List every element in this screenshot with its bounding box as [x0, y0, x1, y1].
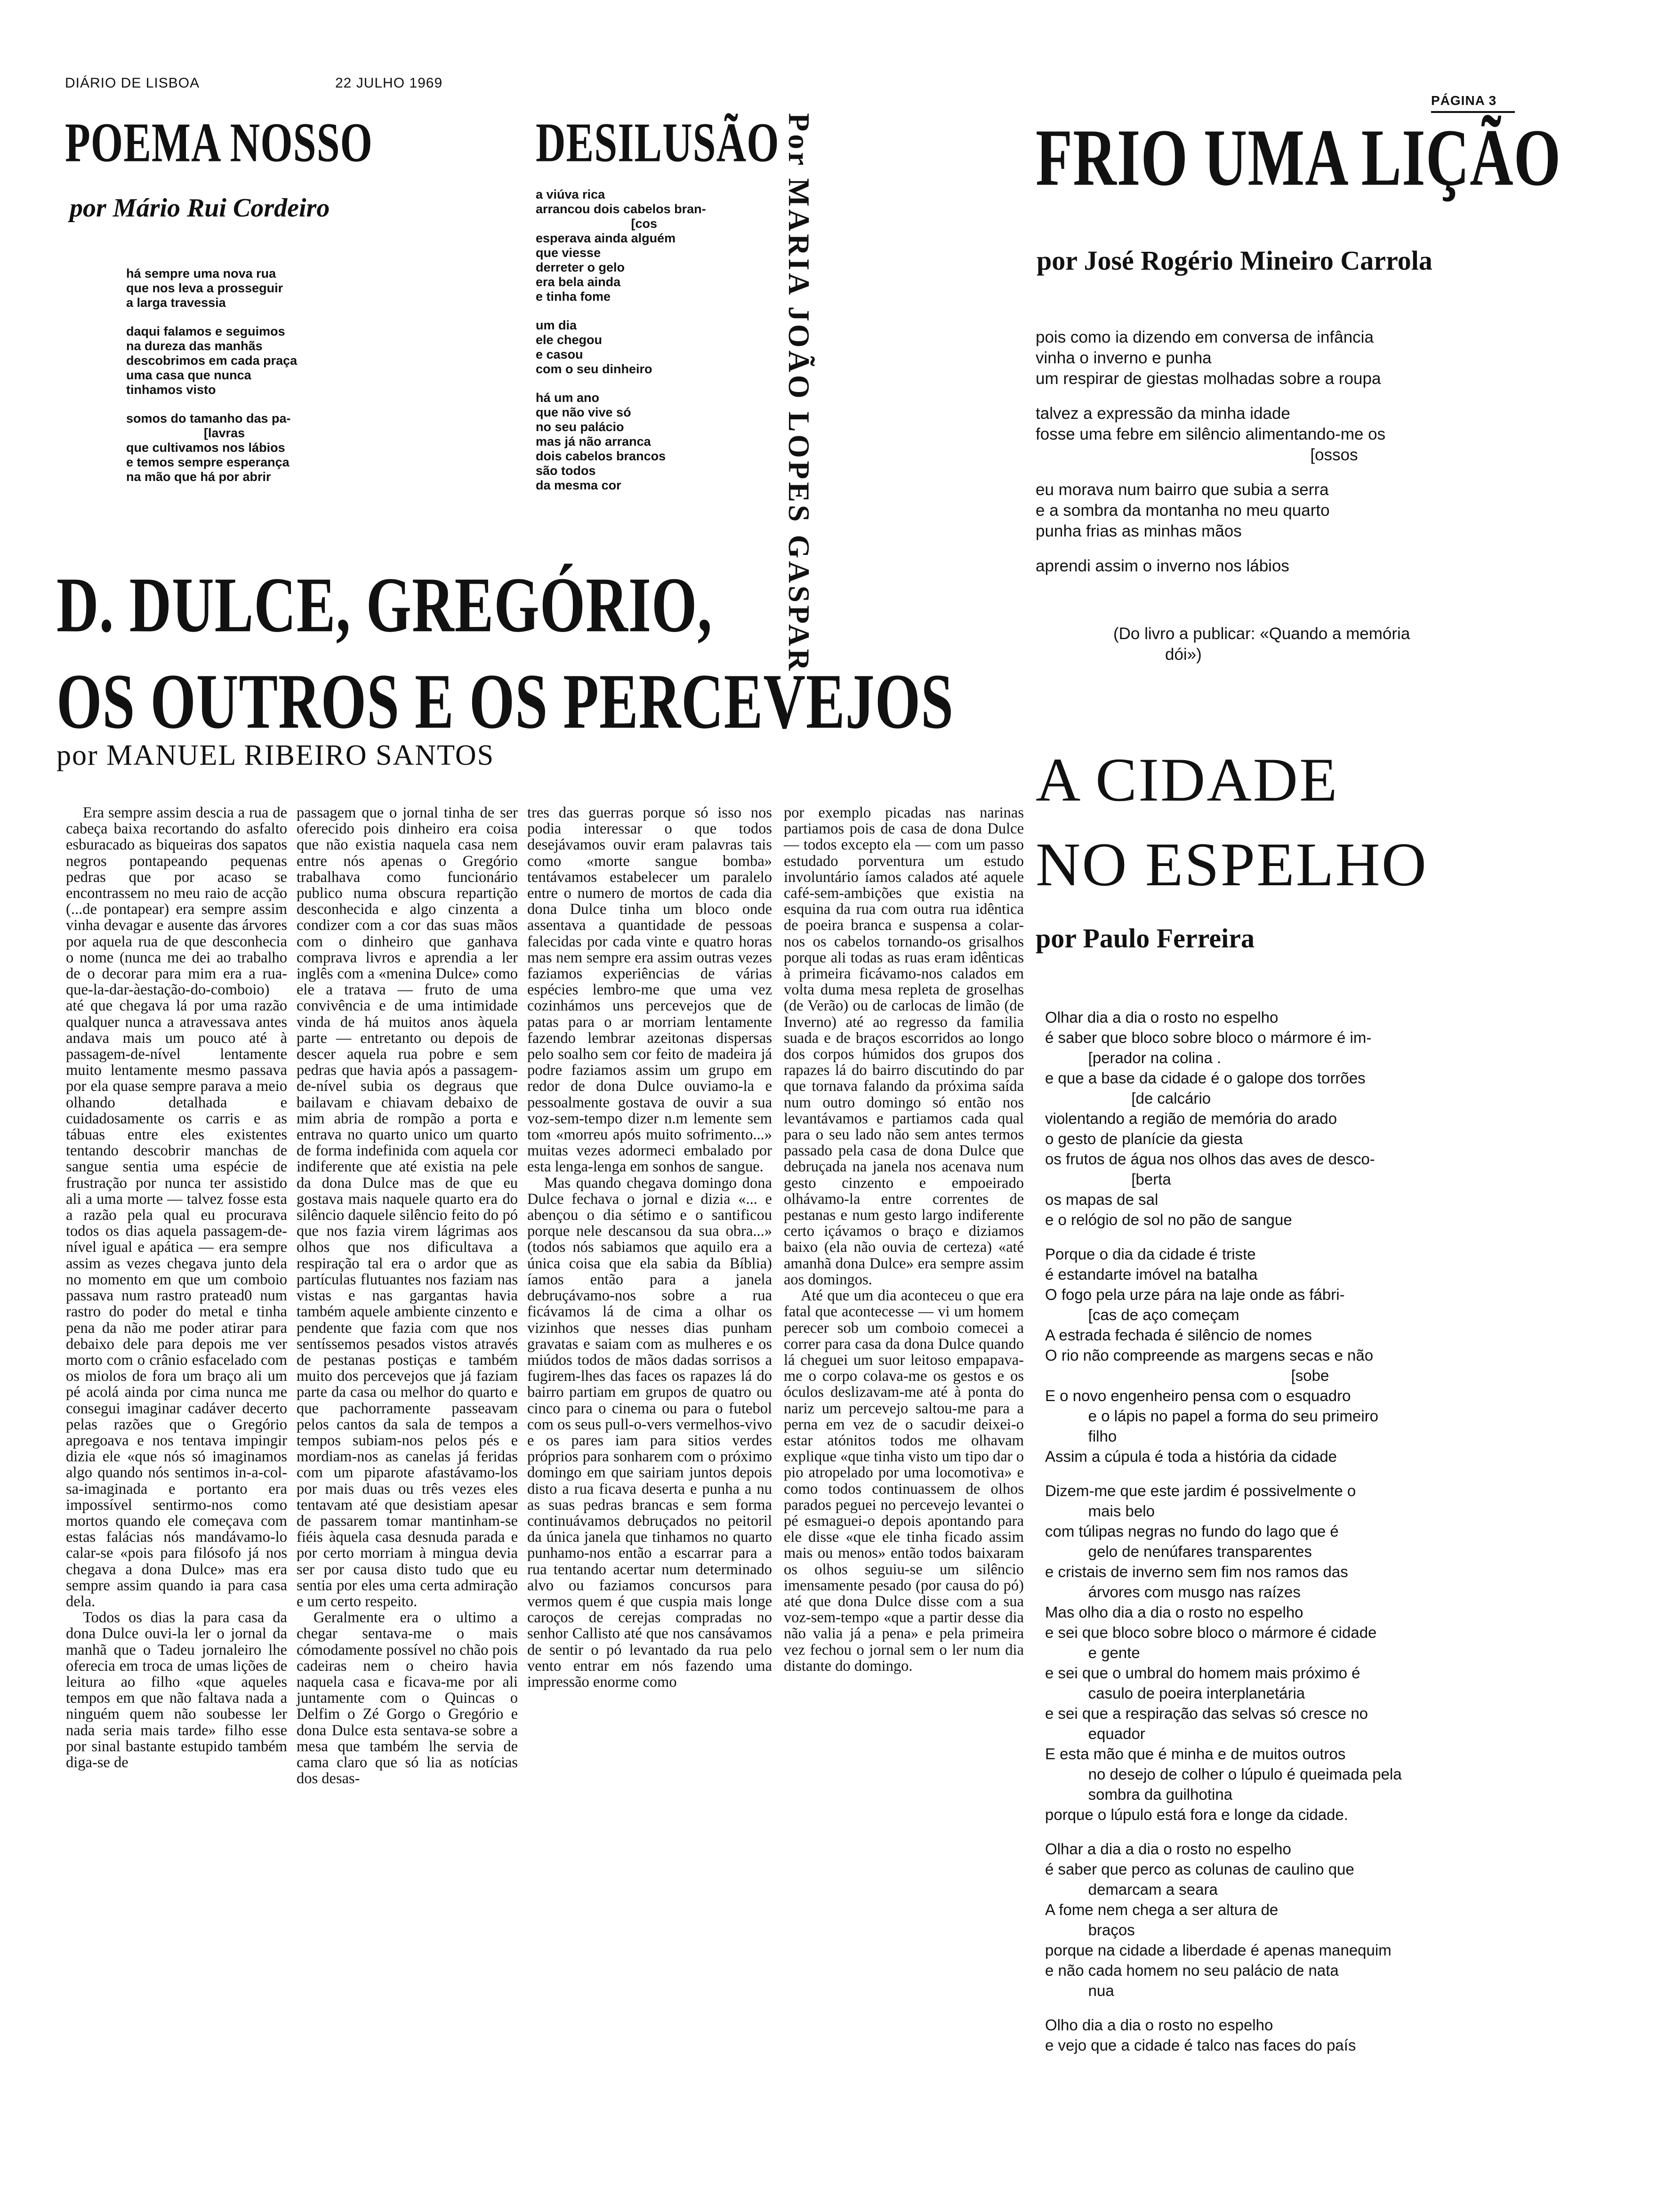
verse-line: [cas de aço começam: [1045, 1306, 1239, 1323]
verse-line: [sobe: [1045, 1367, 1329, 1384]
verse-line: que nos leva a prosseguir: [126, 281, 283, 295]
stanza: [1045, 1244, 1516, 1467]
dulce-title-line1: D. DULCE, GREGÓRIO,: [56, 561, 713, 649]
dulce-column-3: [527, 805, 772, 2160]
verse-line: e sei que a respiração das selvas só cresce no: [1045, 1705, 1368, 1722]
page-number: PÁGINA 3: [1431, 93, 1497, 108]
stanza: [1036, 480, 1506, 542]
verse-line: Olhar dia a dia o rosto no espelho: [1045, 1009, 1279, 1026]
verse-line: que cultivamos nos lábios: [126, 441, 285, 455]
verse-line: A fome nem chega a ser altura de: [1045, 1901, 1279, 1918]
verse-line: dois cabelos brancos: [536, 449, 666, 463]
verse-line: [perador na colina .: [1045, 1049, 1222, 1066]
verse-line: no seu palácio: [536, 420, 624, 434]
verse-line: os frutos de água nos olhos das aves de desco-: [1045, 1150, 1375, 1168]
verse-line: [ossos: [1036, 446, 1358, 464]
verse-line: e não cada homem no seu palácio de nata: [1045, 1962, 1339, 1979]
verse-line: e cristais de inverno sem fim nos ramos das: [1045, 1563, 1348, 1580]
cidade-title-line1: A CIDADE: [1036, 745, 1339, 814]
verse-line: pois como ia dizendo em conversa de infância: [1036, 328, 1374, 346]
cidade-title-line2: NO ESPELHO: [1036, 830, 1428, 899]
verse-line: mas já não arranca: [536, 434, 651, 449]
paragraph: Mas quando chegava domingo dona Dulce fechava o jornal e dizia «... e abençou o dia sétimo e o santificou porque nele descansou da sua obra...» (todos nós sabiamos que aquilo era a única coisa que ela sabia da Bíblia) íamos então para a janela debruçávamo-nos sobre a rua ficávamos lá de cima a olhar os vizinhos que nesses dias punham gravatas e saiam com as mulheres e os miúdos todos de mãos dadas sorrisos a fugirem-lhes das faces os rapazes lá do bairro partiam em grupos de quatro ou cinco para o cinema ou para o futebol com os seus pull-o-vers vermelhos-vivo e os pares iam para sitios verdes próprios para sonharem com o próximo domingo em que sairiam juntos depois disto a rua ficava deserta e punha a nu as suas pedras brancas e sem forma continuávamos debruçados no peitoril da única janela que tinhamos no quarto punhamo-nos então a escarrar para a rua tentando acertar num determinado alvo ou faziamos concursos para vermos quem é que cuspia mais longe caroços de cerejas compradas no senhor Callisto até que nos cansávamos de sentir o pó levantado da rua pelo vento entrar em nós fazendo uma impressão enorme como: [527, 1174, 772, 1691]
poema-nosso-title: POEMA NOSSO: [65, 112, 373, 174]
verse-line: árvores com musgo nas raízes: [1045, 1583, 1301, 1601]
verse-line: é saber que perco as colunas de caulino que: [1045, 1860, 1354, 1878]
verse-line: E esta mão que é minha e de muitos outros: [1045, 1745, 1346, 1763]
verse-line: equador: [1045, 1725, 1145, 1742]
verse-line: [de calcário: [1045, 1090, 1211, 1107]
stanza: [126, 411, 390, 484]
verse-line: um dia: [536, 318, 577, 332]
stanza: [1036, 556, 1506, 577]
verse-line: a viúva rica: [536, 187, 605, 201]
newspaper-name: DIÁRIO DE LISBOA: [65, 75, 200, 91]
verse-line: na mão que há por abrir: [126, 470, 271, 484]
verse-line: daqui falamos e seguimos: [126, 324, 285, 338]
issue-date: 22 JULHO 1969: [335, 75, 443, 91]
verse-line: há um ano: [536, 391, 600, 405]
dulce-column-4: [784, 805, 1024, 2160]
verse-line: porque o lúpulo está fora e longe da cidade.: [1045, 1806, 1348, 1823]
verse-line: esperava ainda alguém: [536, 231, 676, 245]
verse-line: aprendi assim o inverno nos lábios: [1036, 557, 1289, 575]
verse-line: no desejo de colher o lúpulo é queimada pela: [1045, 1765, 1402, 1783]
verse-line: há sempre uma nova rua: [126, 266, 276, 281]
verse-line: e vejo que a cidade é talco nas faces do país: [1045, 2036, 1356, 2054]
stanza: [1045, 1007, 1516, 1230]
stanza: [1045, 1481, 1516, 1825]
dulce-byline: por MANUEL RIBEIRO SANTOS: [56, 739, 495, 771]
verse-line: O fogo pela urze pára na laje onde as fábri-: [1045, 1286, 1345, 1303]
verse-line: que viesse: [536, 246, 601, 260]
frio-body: [1036, 327, 1506, 591]
frio-note: [1113, 624, 1490, 665]
verse-line: e gente: [1045, 1644, 1140, 1661]
stanza: [1045, 1839, 1516, 2001]
verse-line: e tinha fome: [536, 289, 611, 304]
note-line: (Do livro a publicar: «Quando a memória: [1113, 625, 1410, 643]
verse-line: e que a base da cidade é o galope dos torrões: [1045, 1069, 1366, 1087]
verse-line: descobrimos em cada praça: [126, 353, 298, 368]
verse-line: ele chegou: [536, 333, 603, 347]
poema-nosso-body: [126, 266, 390, 498]
verse-line: casulo de poeira interplanetária: [1045, 1684, 1305, 1702]
verse-line: punha frias as minhas mãos: [1036, 522, 1242, 540]
verse-line: o gesto de planície da giesta: [1045, 1130, 1243, 1147]
stanza: [1045, 2015, 1516, 2055]
verse-line: Mas olho dia a dia o rosto no espelho: [1045, 1603, 1303, 1621]
verse-line: Porque o dia da cidade é triste: [1045, 1245, 1256, 1263]
paragraph: tres das guerras porque só isso nos podia interessar o que todos desejávamos ouvir eram palavras tais como «morte sangue bomba» tentávamos estabelecer um paralelo entre o numero de mortos de cada dia dona Dulce tinha um bloco onde assentava a quantidade de pessoas falecidas por cada vinte e quatro horas mas nem sempre era assim outras vezes faziamos experiências de várias espécies lembro-me que uma vez cozinhámos uns percevejos que de patas para o ar morriam lentamente fazendo lembrar azeitonas dispersas pelo soalho sem cor feito de madeira já podre faziamos assim um grupo em redor de dona Dulce ouviamo-la e pessoalmente gostava de ouvir a sua voz-sem-tempo dizer n.m lemente sem tom «morreu após muito sofrimento...» muitas vezes adormeci embalado por esta lenga-lenga em sonhos de sangue.: [527, 804, 772, 1176]
verse-line: e sei que bloco sobre bloco o mármore é cidade: [1045, 1624, 1377, 1641]
paragraph: Era sempre assim descia a rua de cabeça baixa recortando do asfalto esburacado as biqueiras dos sapatos negros pontapeando pequenas pedras que por acaso se encontrassem no meu raio de acção (...de pontapear) era sempre assim vinha devagar e ausente das árvores por aquela rua de que desconhecia o nome (nunca me dei ao trabalho de o decorar para mim era a rua-que-la-dar-àestação-do-comboio) até que chegava lá por uma razão qualquer nunca a atravessava antes andava mais um pouco até à passagem-de-nível lentamente muito lentamente mesmo passava por ela quase sempre parava a meio olhando detalhada e cuidadosamente os carris e as tábuas entre eles existentes tentando descobrir manchas de sangue sentia uma espécie de frustração por nunca ter assistido ali a uma morte — talvez fosse esta a razão pela qual eu procurava todos os dias aquela passagem-de-nível igual e apática — era sempre assim as vezes chegava junto dela no momento em que um comboio passava num rastro pratead0 num rastro do poder do metal e tinha pena da não me poder atirar para debaixo dele para depois me ver morto com o crânio esfacelado com os miolos de fora um braço ali um pé acolá ainda por cima nunca me consegui imaginar cadáver decerto pelas razões que o Gregório apregoava e nos tentava impingir dizia ele «que nós só imaginamos algo quando nós sentimos in-a-col-sa-imaginada e portanto era impossível sentirmo-nos como mortos quando ele começava com estas falácias nós mandávamo-lo calar-se «pois para filósofo já nos chegava a dona Dulce» mas era sempre assim quando ia para casa dela.: [66, 804, 287, 1610]
verse-line: O rio não compreende as margens secas e não: [1045, 1346, 1374, 1364]
paragraph: Até que um dia aconteceu o que era fatal que acontecesse — vi um homem perecer sob um comboio comecei a correr para casa da dona Dulce quando lá cheguei um suor leitoso empapava-me o corpo colava-me os gestos e os óculos deslizavam-me até à ponta do nariz um percevejo saltou-me para a perna em vez de o sacudir deixei-o estar atónitos todos me olhavam explique «que tinha visto um tipo dar o pio atropelado por uma locomotiva» e como todos continuassem de olhos parados peguei no percevejo levantei o pé esmaguei-o depois apontando para ele disse «que ele tinha ficado assim mais ou menos» então todos baixaram os olhos seguiu-se um silêncio imensamente pesado (por causa do pó) até que dona Dulce disse com a sua voz-sem-tempo «que a partir desse dia não valia já a pena» e pela primeira vez fechou o jornal sem o ler num dia distante do domingo.: [784, 1287, 1024, 1675]
stanza: [536, 187, 780, 304]
stanza: [1036, 403, 1506, 465]
dulce-column-2: [297, 805, 518, 2160]
verse-line: e a sombra da montanha no meu quarto: [1036, 501, 1330, 520]
verse-line: é estandarte imóvel na batalha: [1045, 1266, 1258, 1283]
frio-byline: por José Rogério Mineiro Carrola: [1037, 245, 1432, 276]
stanza: [536, 391, 780, 493]
verse-line: porque na cidade a liberdade é apenas manequim: [1045, 1941, 1392, 1959]
verse-line: é saber que bloco sobre bloco o mármore é im-: [1045, 1029, 1372, 1046]
verse-line: E o novo engenheiro pensa com o esquadro: [1045, 1387, 1351, 1404]
verse-line: demarcam a seara: [1045, 1881, 1218, 1898]
verse-line: e o lápis no papel a forma do seu primeiro: [1045, 1407, 1379, 1425]
note-line: dói»): [1165, 645, 1202, 664]
verse-line: [lavras: [126, 426, 245, 440]
verse-line: mais belo: [1045, 1502, 1155, 1520]
verse-line: A estrada fechada é silêncio de nomes: [1045, 1326, 1312, 1344]
verse-line: uma casa que nunca: [126, 368, 251, 382]
verse-line: era bela ainda: [536, 275, 621, 289]
desilusao-author: Por MARIA JOÃO LOPES GASPAR: [782, 113, 816, 673]
desilusao-title: DESILUSÃO: [536, 112, 780, 174]
verse-line: Dizem-me que este jardim é possivelmente o: [1045, 1482, 1356, 1499]
verse-line: são todos: [536, 464, 596, 478]
verse-line: os mapas de sal: [1045, 1191, 1158, 1208]
paragraph: Geralmente era o ultimo a chegar sentava-me o mais cómodamente possível no chão pois cadeiras nem o cheiro havia naquela casa e ficava-me por ali juntamente com o Quincas o Delfim o Zé Gorgo o Gregório e dona Dulce esta sentava-se sobre a mesa que também lhe servia de cama claro que só lia as notícias dos desas-: [297, 1609, 518, 1787]
verse-line: e sei que o umbral do homem mais próximo é: [1045, 1664, 1360, 1682]
verse-line: sombra da guilhotina: [1045, 1786, 1233, 1803]
stanza: [536, 318, 780, 377]
verse-line: arrancou dois cabelos bran-: [536, 202, 706, 216]
stanza: [1036, 327, 1506, 389]
stanza: [126, 266, 390, 310]
dulce-title-line2: OS OUTROS E OS PERCEVEJOS: [56, 657, 954, 745]
desilusao-body: [536, 187, 780, 507]
verse-line: que não vive só: [536, 405, 631, 419]
verse-line: filho: [1045, 1427, 1117, 1445]
verse-line: eu morava num bairro que subia a serra: [1036, 481, 1329, 499]
verse-line: fosse uma febre em silêncio alimentando-me os: [1036, 425, 1386, 443]
verse-line: com o seu dinheiro: [536, 362, 652, 376]
verse-line: [berta: [1045, 1170, 1171, 1188]
frio-title: FRIO UMA LIÇÃO: [1036, 112, 1561, 203]
poema-nosso-byline: por Mário Rui Cordeiro: [70, 193, 330, 223]
verse-line: e casou: [536, 347, 583, 361]
paragraph: Todos os dias la para casa da dona Dulce ouvi-la ler o jornal da manhã que o Tadeu jornaleiro lhe oferecia em troca de umas lições de leitura ao filho «que aqueles tempos em que não faltava nada a ninguém quem não soubesse ler nada seria mais tarde» filho esse por sinal bastante estupido também diga-se de: [66, 1609, 287, 1771]
cidade-byline: por Paulo Ferreira: [1036, 923, 1255, 954]
verse-line: e temos sempre esperança: [126, 455, 290, 469]
verse-line: Assim a cúpula é toda a história da cidade: [1045, 1448, 1337, 1465]
cidade-body: [1045, 1007, 1516, 2069]
verse-line: somos do tamanho das pa-: [126, 411, 291, 425]
verse-line: a larga travessia: [126, 296, 226, 310]
verse-line: violentando a região de memória do arado: [1045, 1110, 1337, 1127]
verse-line: nua: [1045, 1982, 1114, 1999]
verse-line: gelo de nenúfares transparentes: [1045, 1543, 1312, 1560]
verse-line: na dureza das manhãs: [126, 339, 263, 353]
verse-line: com túlipas negras no fundo do lago que é: [1045, 1523, 1339, 1540]
verse-line: braços: [1045, 1921, 1135, 1939]
stanza: [126, 324, 390, 397]
verse-line: talvez a expressão da minha idade: [1036, 404, 1290, 423]
verse-line: Olho dia a dia o rosto no espelho: [1045, 2016, 1273, 2034]
verse-line: um respirar de giestas molhadas sobre a roupa: [1036, 369, 1381, 388]
verse-line: tinhamos visto: [126, 383, 216, 397]
paragraph: passagem que o jornal tinha de ser oferecido pois dinheiro era coisa que não existia naquela casa nem entre nós apenas o Gregório trabalhava como funcionário publico numa obscura repartição desconhecida e algo cinzenta a condizer com a cor das suas mãos com o dinheiro que ganhava comprava livros e aprendia a ler inglês com a «menina Dulce» como ele a tratava — fruto de uma convivência e de uma intimidade vinda de há muitos anos àquela parte — entretanto ou depois de descer aquela rua pobre e sem pedras que havia após a passagem-de-nível subia os degraus que bailavam e chiavam debaixo de mim abria de rompão a porta e entrava no quarto unico um quarto de forma indefinida com aquela cor indiferente que até existia na pele da dona Dulce mas de que eu gostava mais naquele quarto era do silêncio daquele silêncio feito do pó que nos fazia virem lágrimas aos olhos que nos dificultava a respiração tal era o ardor que as partículas flutuantes nos faziam nas vistas e nas gargantas havia também aquele ambiente cinzento e pendente que fazia com que nos sentíssemos pesados vistos através de pestanas postiças e também muito dos percevejos que já faziam parte da casa ou melhor do quarto e que pachorramente passeavam pelos cantos da sala de tempos a tempos subiam-nos pelos pés e mordiam-nos as canelas já feridas com um piparote afastávamo-los por mais duas ou três vezes eles tentavam até que desistiam apesar de passarem tomar mantinham-se fiéis àquela casa desnuda parada e por certo morriam à mingua devia ser por causa disto tudo que eu sentia por eles uma certa admiração e um certo respeito.: [297, 804, 518, 1610]
verse-line: da mesma cor: [536, 478, 621, 492]
paragraph: por exemplo picadas nas narinas partiamos pois de casa de dona Dulce — todos excepto ela — com um passo estudado porventura um estudo involuntário íamos calados até aquele café-sem-ambições que existia na esquina da rua com outra rua idêntica de poeira branca e suspensa a colar-nos os cabelos tornando-os grisalhos porque ali todas as ruas eram idênticas à primeira ficávamo-nos calados em volta duma mesa repleta de groselhas (de Verão) ou de carlocas de limão (de Inverno) até ao regresso da familia suada e de braços escorridos ao longo dos corpos húmidos dos grupos dos rapazes lá do bairro discutindo do par que tornava falando da próxima saída num outro domingo só então nos levantávamos e partiamos cada qual para o seu lado não sem antes termos passado pela casa de dona Dulce que debruçada na janela nos acenava num gesto cinzento e empoeirado olhávamo-la entre correntes de pestanas e num gesto largo indiferente certo içávamos o braço e diziamos baixo (ela não ouvia de certeza) «até amanhã dona Dulce» era sempre assim aos domingos.: [784, 804, 1024, 1288]
verse-line: derreter o gelo: [536, 260, 625, 274]
verse-line: Olhar a dia a dia o rosto no espelho: [1045, 1840, 1291, 1858]
verse-line: [cos: [536, 216, 658, 231]
verse-line: e o relógio de sol no pão de sangue: [1045, 1211, 1292, 1228]
dulce-column-1: [66, 805, 287, 2160]
verse-line: vinha o inverno e punha: [1036, 349, 1212, 367]
